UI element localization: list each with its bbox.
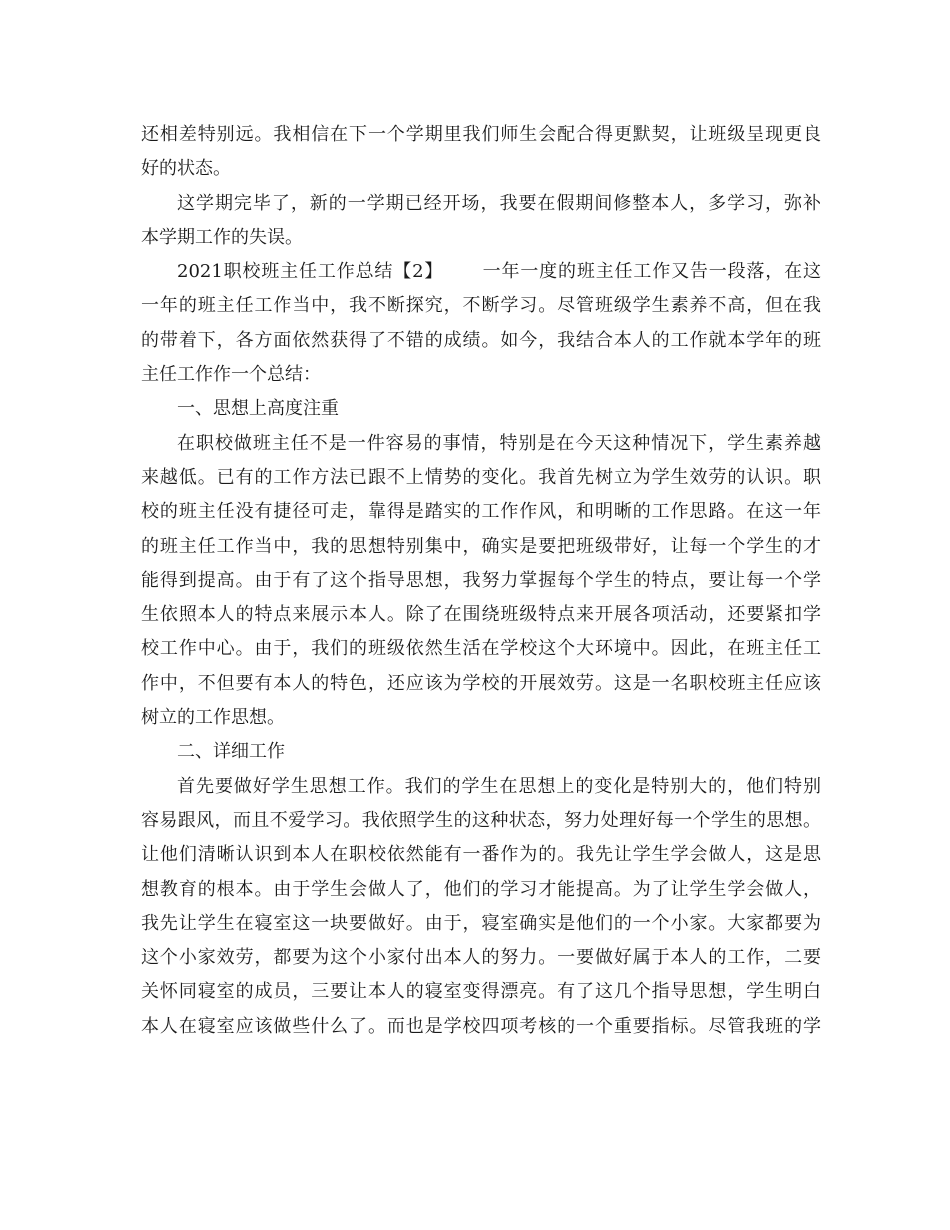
text-line: 校工作中心。由于，我们的班级依然生活在学校这个大环境中。因此，在班主任工 bbox=[141, 638, 821, 660]
text-line: 一、思想上高度注重 bbox=[177, 398, 339, 420]
text-line: 好的状态。 bbox=[141, 158, 231, 180]
text-line: 作中，不但要有本人的特色，还应该为学校的开展效劳。这是一名职校班主任应该 bbox=[141, 672, 821, 694]
text-line: 校的班主任没有捷径可走，靠得是踏实的工作作风，和明晰的工作思路。在这一年 bbox=[141, 501, 821, 523]
text-line: 这学期完毕了，新的一学期已经开场，我要在假期间修整本人，多学习，弥补 bbox=[177, 192, 821, 214]
document-body bbox=[141, 118, 821, 1044]
text-line: 本学期工作的失误。 bbox=[141, 226, 303, 248]
text-line: 主任工作作一个总结： bbox=[141, 364, 321, 386]
text-line: 在职校做班主任不是一件容易的事情，特别是在今天这种情况下，学生素养越 bbox=[177, 432, 821, 454]
text-line: 我先让学生在寝室这一块要做好。由于，寝室确实是他们的一个小家。大家都要为 bbox=[141, 912, 821, 934]
text-line: 容易跟风，而且不爱学习。我依照学生的这种状态，努力处理好每一个学生的思想。 bbox=[141, 809, 821, 831]
text-line: 2021职校班主任工作总结【2】 一年一度的班主任工作又告一段落，在这 bbox=[177, 261, 821, 283]
text-line: 树立的工作思想。 bbox=[141, 707, 285, 729]
text-line: 二、详细工作 bbox=[177, 741, 285, 763]
text-line: 的带着下，各方面依然获得了不错的成绩。如今，我结合本人的工作就本学年的班 bbox=[141, 329, 821, 351]
text-line: 本人在寝室应该做些什么了。而也是学校四项考核的一个重要指标。尽管我班的学 bbox=[141, 1015, 821, 1037]
text-line: 让他们清晰认识到本人在职校依然能有一番作为的。我先让学生学会做人，这是思 bbox=[141, 844, 821, 866]
text-line: 的班主任工作当中，我的思想特别集中，确实是要把班级带好，让每一个学生的才 bbox=[141, 535, 821, 557]
text-line: 一年的班主任工作当中，我不断探究，不断学习。尽管班级学生素养不高，但在我 bbox=[141, 295, 821, 317]
text-line: 首先要做好学生思想工作。我们的学生在思想上的变化是特别大的，他们特别 bbox=[177, 775, 821, 797]
text-line: 还相差特别远。我相信在下一个学期里我们师生会配合得更默契，让班级呈现更良 bbox=[141, 124, 821, 145]
text-line: 想教育的根本。由于学生会做人了，他们的学习才能提高。为了让学生学会做人， bbox=[141, 878, 821, 900]
text-line: 生依照本人的特点来展示本人。除了在围绕班级特点来开展各项活动，还要紧扣学 bbox=[141, 604, 821, 626]
text-line: 能得到提高。由于有了这个指导思想，我努力掌握每个学生的特点，要让每一个学 bbox=[141, 569, 821, 591]
text-line: 关怀同寝室的成员，三要让本人的寝室变得漂亮。有了这几个指导思想，学生明白 bbox=[141, 981, 821, 1003]
text-line: 来越低。已有的工作方法已跟不上情势的变化。我首先树立为学生效劳的认识。职 bbox=[141, 466, 821, 488]
text-line: 这个小家效劳，都要为这个小家付出本人的努力。一要做好属于本人的工作，二要 bbox=[141, 947, 821, 969]
